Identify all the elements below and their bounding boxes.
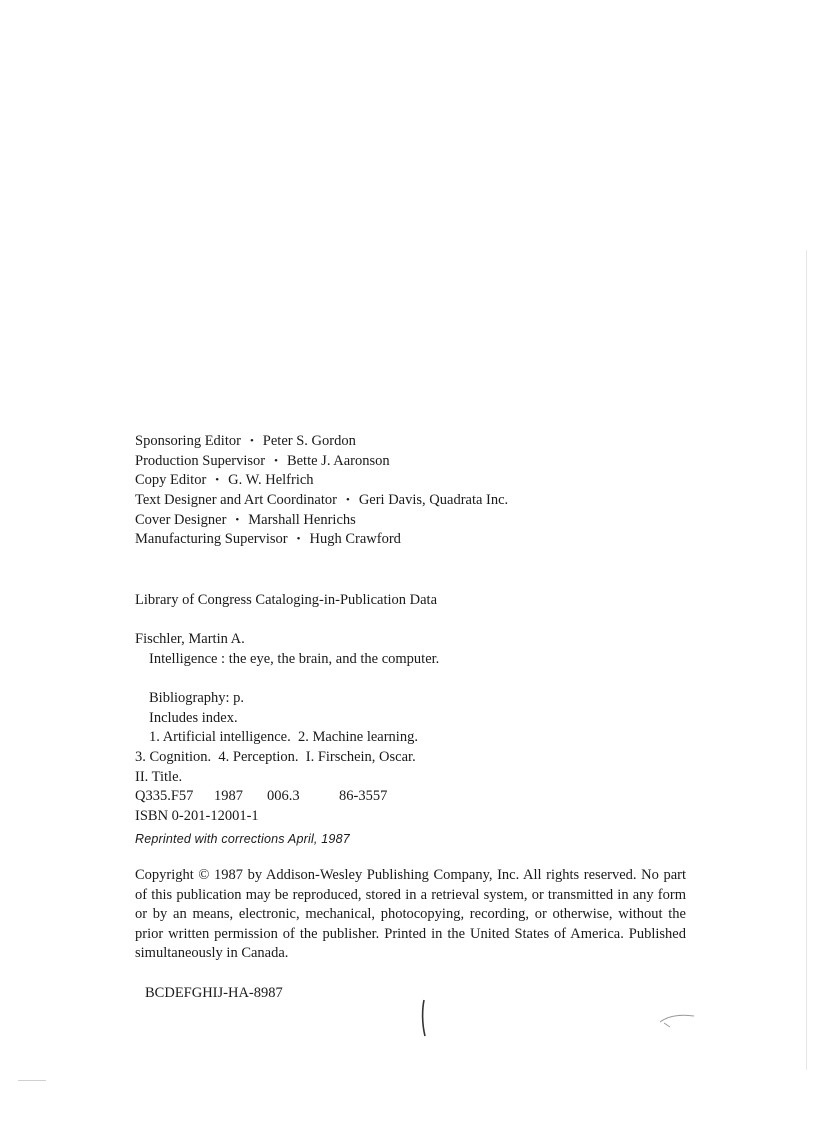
- bullet-separator: •: [215, 474, 220, 487]
- credit-role: Manufacturing Supervisor: [135, 531, 288, 548]
- cip-subjects-1: 1. Artificial intelligence. 2. Machine learning.: [149, 729, 418, 746]
- credit-name: Geri Davis, Quadrata Inc.: [358, 492, 509, 509]
- credit-role: Sponsoring Editor: [135, 433, 241, 449]
- bullet-separator: •: [274, 454, 278, 467]
- credit-role: Production Supervisor: [135, 452, 266, 469]
- credit-line: [135, 530, 695, 550]
- credits-list: [135, 432, 695, 550]
- cip-call-number: Q335.F57: [135, 788, 194, 805]
- credit-name: Hugh Crawford: [309, 531, 401, 548]
- bullet-separator: •: [235, 513, 240, 526]
- cip-bibliography: Bibliography: p.: [149, 690, 245, 706]
- cip-subjects-2: 3. Cognition. 4. Perception. I. Firschein, Oscar.: [135, 749, 416, 766]
- stray-scan-mark: [658, 1010, 698, 1030]
- credit-line: [135, 471, 695, 491]
- cip-isbn: ISBN 0-201-12001-1: [135, 808, 259, 825]
- credit-name: Marshall Henrichs: [248, 511, 356, 528]
- credit-role: Cover Designer: [135, 511, 227, 528]
- cip-heading-block: [135, 591, 695, 611]
- credit-name: G. W. Helfrich: [228, 472, 314, 489]
- print-line: BCDEFGHIJ-HA-8987: [145, 985, 283, 1001]
- cip-record: [135, 630, 695, 669]
- credit-line: [135, 491, 695, 511]
- stray-pen-mark: [418, 998, 430, 1038]
- credit-line: [135, 452, 695, 472]
- credit-name: Bette J. Aaronson: [286, 452, 390, 469]
- credit-line: [135, 511, 695, 531]
- bullet-separator: •: [249, 435, 254, 447]
- credit-role: Text Designer and Art Coordinator: [135, 492, 337, 509]
- cip-index: Includes index.: [149, 709, 238, 726]
- cip-classification-row: [135, 787, 695, 807]
- cip-heading: Library of Congress Cataloging-in-Publication Data: [135, 592, 438, 608]
- cip-year: 1987: [214, 788, 243, 805]
- credit-name: Peter S. Gordon: [262, 433, 356, 449]
- cip-notes: [135, 689, 695, 827]
- copyright-notice: Copyright © 1987 by Addison-Wesley Publishing Company, Inc. All rights reserved. No part of this publication may be reproduced, stored in a retrieval system, or transmitted in any form or by an means, electronic, mechanical, photocopying, recording, or otherwise, without the prior written permission of the publisher. Printed in the United States of America. Published simultaneously in Canada.: [135, 867, 686, 962]
- cip-author: Fischler, Martin A.: [135, 631, 245, 647]
- credit-line: [135, 432, 695, 452]
- cip-lccn: 86-3557: [339, 788, 388, 805]
- bullet-separator: •: [296, 533, 301, 546]
- cip-title: Intelligence : the eye, the brain, and the computer.: [149, 650, 440, 667]
- cip-subjects-3: II. Title.: [135, 768, 183, 785]
- cip-dewey: 006.3: [267, 788, 300, 805]
- credit-role: Copy Editor: [135, 472, 207, 489]
- scan-corner-mark: [18, 1080, 46, 1081]
- bullet-separator: •: [345, 494, 350, 507]
- reprint-note: Reprinted with corrections April, 1987: [135, 832, 350, 846]
- scan-edge-line: [806, 250, 807, 1070]
